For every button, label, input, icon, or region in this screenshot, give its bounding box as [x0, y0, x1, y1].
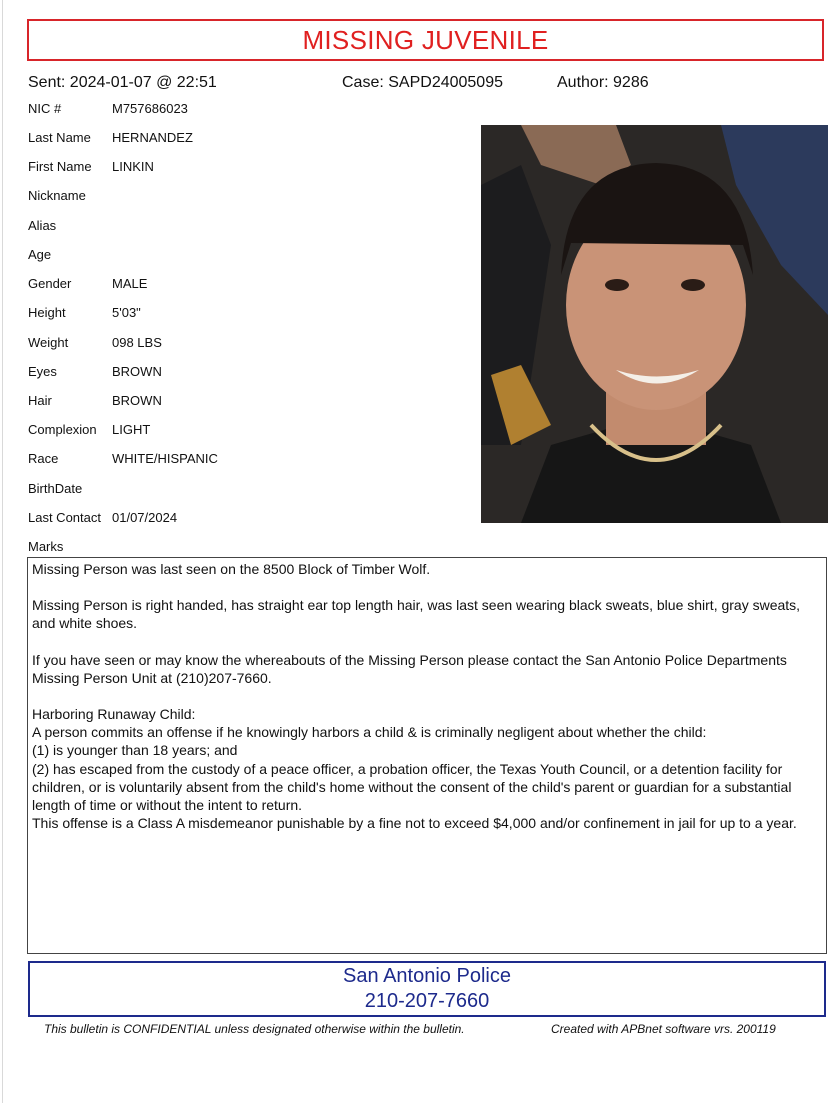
title-banner — [27, 19, 824, 61]
field-value-nic: M757686023 — [112, 101, 188, 116]
field-value-eyes: BROWN — [112, 364, 162, 379]
field-value-weight: 098 LBS — [112, 335, 162, 350]
field-value-gender: MALE — [112, 276, 148, 291]
harboring-clause-1: (1) is younger than 18 years; and — [32, 742, 238, 759]
marks-narrative — [27, 557, 827, 954]
field-label-last-name: Last Name — [28, 130, 91, 145]
field-label-race: Race — [28, 451, 59, 466]
field-value-last-name: HERNANDEZ — [112, 130, 193, 145]
contact-box — [28, 961, 826, 1017]
last-seen-paragraph: Missing Person was last seen on the 8500 Block of Timber Wolf. — [32, 561, 431, 577]
author-id: Author: 9286 — [557, 74, 649, 91]
page-edge — [2, 0, 3, 1103]
subject-photo-illustration — [481, 125, 828, 523]
field-label-height: Height — [28, 305, 66, 320]
confidential-notice: This bulletin is CONFIDENTIAL unless designated otherwise within the bulletin. — [44, 1022, 465, 1036]
field-value-height: 5'03" — [112, 305, 141, 320]
subject-photo — [481, 125, 828, 523]
field-value-complexion: LIGHT — [112, 422, 151, 437]
harboring-penalty: This offense is a Class A misdemeanor punishable by a fine not to exceed $4,000 and/or confinement in jail for up to a year. — [32, 815, 797, 832]
field-label-complexion: Complexion — [28, 422, 97, 437]
software-credit: Created with APBnet software vrs. 200119 — [551, 1022, 776, 1036]
case-number: Case: SAPD24005095 — [342, 74, 503, 91]
field-value-race: WHITE/HISPANIC — [112, 451, 218, 466]
field-label-eyes: Eyes — [28, 364, 57, 379]
field-value-first-name: LINKIN — [112, 159, 154, 174]
description-paragraph: Missing Person is right handed, has straight ear top length hair, was last seen wearing black sweats, blue shirt, gray sweats, and white shoes. — [32, 597, 801, 632]
field-label-first-name: First Name — [28, 159, 92, 174]
field-label-nic: NIC # — [28, 101, 62, 116]
field-label-hair: Hair — [28, 393, 52, 408]
contact-paragraph: If you have seen or may know the whereabouts of the Missing Person please contact the San Antonio Police Departments Missing Person Unit at (210)207-7660. — [32, 651, 787, 686]
field-label-birthdate: BirthDate — [28, 481, 83, 496]
field-value-hair: BROWN — [112, 393, 162, 408]
field-label-gender: Gender — [28, 276, 72, 291]
field-label-age: Age — [28, 247, 52, 262]
field-label-weight: Weight — [28, 335, 69, 350]
sent-timestamp: Sent: 2024-01-07 @ 22:51 — [28, 74, 217, 91]
field-value-last-contact: 01/07/2024 — [112, 510, 178, 525]
field-label-last-contact: Last Contact — [28, 510, 101, 525]
bulletin-title: MISSING JUVENILE — [302, 24, 549, 55]
field-label-nickname: Nickname — [28, 188, 86, 203]
harboring-definition: A person commits an offense if he knowingly harbors a child & is criminally negligent about whether the child: — [32, 724, 707, 741]
field-label-alias: Alias — [28, 218, 57, 233]
agency-phone[interactable]: 210-207-7660 — [364, 990, 490, 1012]
harboring-clause-2: (2) has escaped from the custody of a peace officer, a probation officer, the Texas Youth Council, or a detention facility for children, or is voluntarily absent from the child's home without the consent of the child's parent or guardian for a substantial length of time or without the intent to return. — [32, 760, 792, 814]
agency-name: San Antonio Police — [343, 965, 511, 987]
marks-label: Marks — [28, 539, 64, 554]
harboring-heading: Harboring Runaway Child: — [32, 706, 196, 723]
